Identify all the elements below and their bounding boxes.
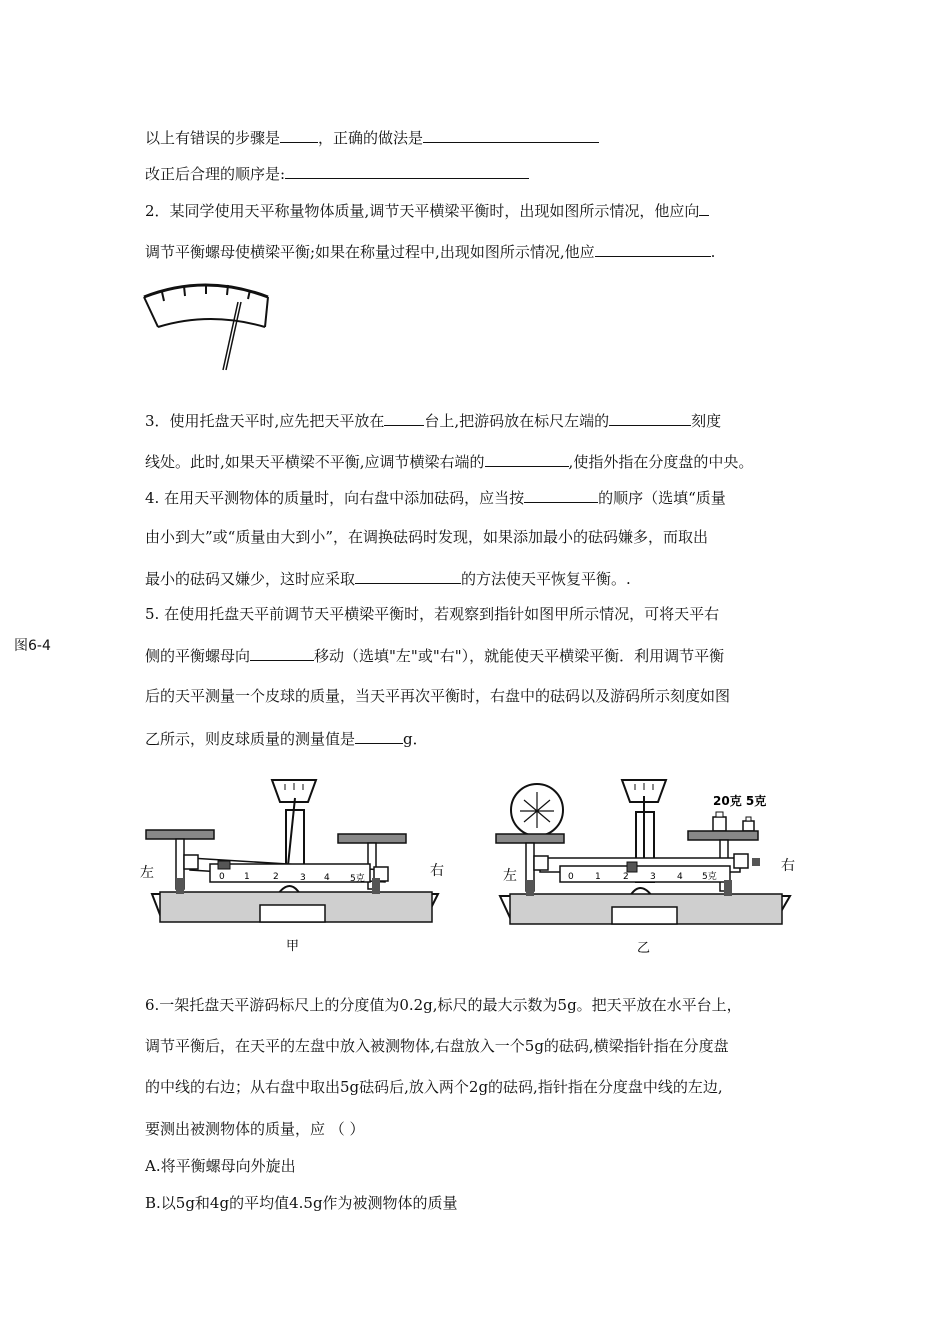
dial-figure bbox=[140, 275, 275, 375]
blank-q3a-1[interactable] bbox=[384, 410, 424, 426]
q6a: 6.一架托盘天平游码标尺上的分度值为0.2g,标尺的最大示数为5g。把天平放在水平台上， bbox=[145, 996, 742, 1014]
text-line-1 bbox=[145, 127, 599, 148]
q2-line-b bbox=[145, 241, 715, 262]
q4-line-a bbox=[145, 487, 726, 508]
blank-3[interactable] bbox=[285, 163, 529, 179]
a-caption: 甲 bbox=[286, 939, 300, 954]
side-figure-label: 图6-4 bbox=[14, 638, 51, 654]
blank-q4c[interactable] bbox=[355, 568, 461, 584]
q6b: 调节平衡后，在天平的左盘中放入被测物体,右盘放入一个5g的砝码,横梁指针指在分度盘 bbox=[145, 1037, 729, 1055]
blank-2[interactable] bbox=[423, 127, 599, 143]
q3b-1: 线处。此时,如果天平横梁不平衡,应调节横梁右端的 bbox=[145, 453, 485, 471]
q5b-1: 侧的平衡螺母向 bbox=[145, 647, 251, 665]
a-tick-0: 0 bbox=[219, 872, 225, 882]
q3a-2: 台上,把游码放在标尺左端的 bbox=[424, 412, 610, 430]
a-tick-1: 1 bbox=[244, 872, 250, 882]
q6-line-c bbox=[145, 1077, 723, 1097]
q5-line-a bbox=[145, 604, 719, 624]
q2a: 2．某同学使用天平称量物体质量,调节天平横梁平衡时，出现如图所示情况，他应向 bbox=[145, 202, 700, 220]
q5a: 5. 在使用托盘天平前调节天平横梁平衡时，若观察到指针如图甲所示情况，可将天平右 bbox=[145, 605, 720, 623]
blank-q4a[interactable] bbox=[524, 487, 598, 503]
q5d-1: 乙所示，则皮球质量的测量值是 bbox=[145, 730, 356, 748]
q6-line-b bbox=[145, 1036, 729, 1056]
b-tick-1: 1 bbox=[595, 872, 601, 882]
a-tick-2: 2 bbox=[273, 872, 279, 882]
b-caption: 乙 bbox=[637, 941, 651, 956]
blank-q2a[interactable] bbox=[699, 200, 709, 216]
blank-q5b[interactable] bbox=[250, 645, 314, 661]
q2b: 调节平衡螺母使横梁平衡;如果在称量过程中,出现如图所示情况,他应 bbox=[145, 243, 595, 261]
option-b-text: B.以5g和4g的平均值4.5g作为被测物体的质量 bbox=[145, 1194, 458, 1212]
q5-line-d bbox=[145, 728, 428, 749]
b-right-label: 右 bbox=[781, 858, 795, 874]
blank-q3a-2[interactable] bbox=[609, 410, 691, 426]
l1a: 以上有错误的步骤是 bbox=[145, 129, 281, 147]
q3b-2: ,使指外指在分度盘的中央。 bbox=[568, 453, 754, 471]
blank-1[interactable] bbox=[280, 127, 318, 143]
q4c-2: 的方法使天平恢复平衡。. bbox=[461, 570, 631, 588]
q3a-1: 3．使用托盘天平时,应先把天平放在 bbox=[145, 412, 385, 430]
balance-figures bbox=[140, 770, 810, 960]
l1b: ，正确的做法是 bbox=[318, 129, 424, 147]
l2: 改正后合理的顺序是: bbox=[145, 165, 286, 183]
a-tick-3: 3 bbox=[300, 873, 306, 883]
q2b-end: . bbox=[710, 243, 716, 261]
q6d: 要测出被测物体的质量，应 （ ） bbox=[145, 1120, 365, 1138]
q4c-1: 最小的砝码又嫌少，这时应采取 bbox=[145, 570, 356, 588]
b-tick-0: 0 bbox=[568, 872, 574, 882]
q3-line-a bbox=[145, 410, 721, 431]
q5b-2: 移动（选填"左"或"右"），就能使天平横梁平衡．利用调节平衡 bbox=[314, 647, 725, 665]
q4-line-c bbox=[145, 568, 631, 589]
b-tick-4: 4 bbox=[677, 872, 683, 882]
option-a[interactable] bbox=[145, 1156, 296, 1176]
balance-a bbox=[140, 780, 444, 954]
b-tick-2: 2 bbox=[623, 872, 629, 882]
q5c: 后的天平测量一个皮球的质量，当天平再次平衡时，右盘中的砝码以及游码所示刻度如图 bbox=[145, 687, 731, 705]
a-tick-4: 4 bbox=[324, 873, 330, 883]
q6-line-a bbox=[145, 995, 742, 1015]
q5-line-b bbox=[145, 645, 724, 666]
balance-b bbox=[496, 780, 795, 956]
q5d-2: g． bbox=[403, 730, 428, 748]
a-right-label: 右 bbox=[430, 863, 444, 879]
text-line-2 bbox=[145, 163, 529, 184]
a-left-label: 左 bbox=[140, 865, 154, 881]
b-tick-5: 5克 bbox=[702, 872, 717, 882]
q2-line-a bbox=[145, 200, 709, 221]
b-tick-3: 3 bbox=[650, 872, 656, 882]
q3a-3: 刻度 bbox=[691, 412, 722, 430]
q6c: 的中线的右边；从右盘中取出5g砝码后,放入两个2g的砝码,指针指在分度盘中线的左边, bbox=[145, 1078, 723, 1096]
q3-line-b bbox=[145, 451, 753, 472]
blank-q3b[interactable] bbox=[485, 451, 569, 467]
blank-q2b[interactable] bbox=[595, 241, 711, 257]
q6-line-d bbox=[145, 1119, 365, 1139]
q4b: 由小到大”或“质量由大到小”，在调换砝码时发现，如果添加最小的砝码嫌多，而取出 bbox=[145, 528, 709, 546]
q4-line-b bbox=[145, 527, 708, 547]
option-b[interactable] bbox=[145, 1193, 458, 1213]
a-tick-5: 5克 bbox=[350, 874, 365, 884]
q4a-1: 4. 在用天平测物体的质量时，向右盘中添加砝码，应当按 bbox=[145, 489, 525, 507]
b-weights-label: 20克 5克 bbox=[713, 794, 767, 808]
b-left-label: 左 bbox=[503, 868, 517, 884]
q4a-2: 的顺序（选填“质量 bbox=[598, 489, 726, 507]
option-a-text: A.将平衡螺母向外旋出 bbox=[145, 1157, 296, 1175]
blank-q5d[interactable] bbox=[355, 728, 403, 744]
q5-line-c bbox=[145, 686, 730, 706]
